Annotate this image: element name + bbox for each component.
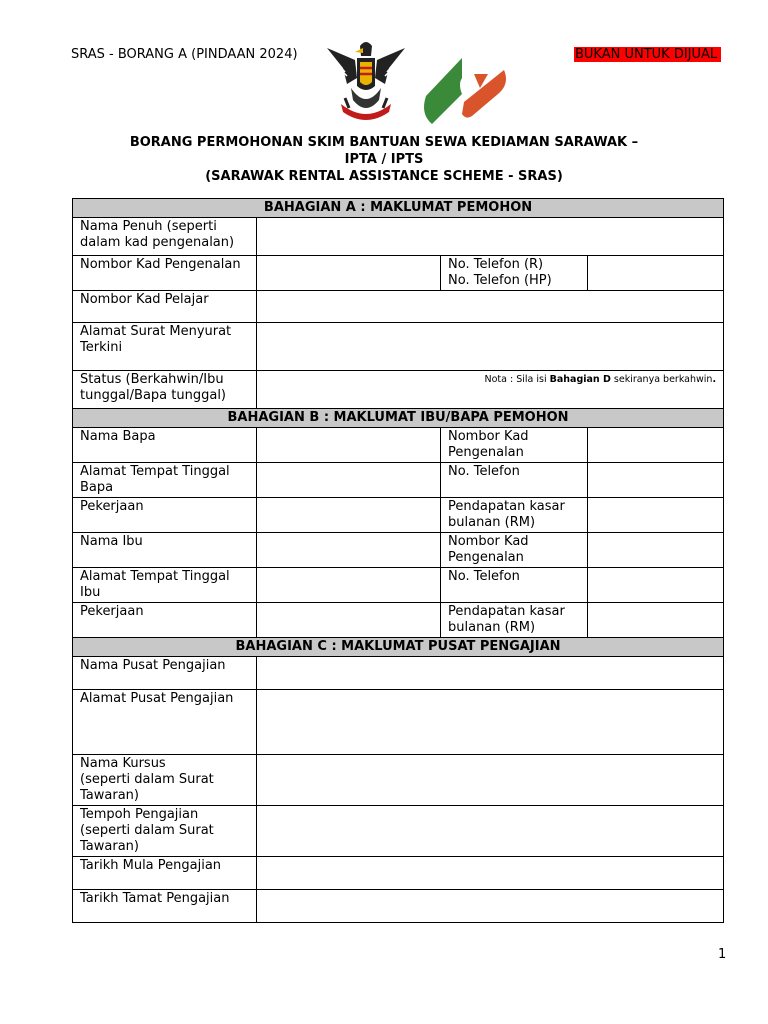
nama-kursus-field[interactable] bbox=[257, 755, 724, 806]
alamat-field[interactable] bbox=[257, 323, 724, 371]
label-tarikh-mula: Tarikh Mula Pengajian bbox=[73, 857, 257, 890]
status-field[interactable] bbox=[257, 371, 724, 409]
kp-bapa-field[interactable] bbox=[588, 428, 724, 463]
label-kp-ibu: Nombor Kad Pengenalan bbox=[441, 533, 588, 568]
sarawak-coat-of-arms-icon bbox=[325, 38, 407, 122]
pendapatan-bapa-field[interactable] bbox=[588, 498, 724, 533]
label-pendapatan-bapa: Pendapatan kasar bulanan (RM) bbox=[441, 498, 588, 533]
label-alamat-pusat: Alamat Pusat Pengajian bbox=[73, 690, 257, 755]
telefon-ibu-field[interactable] bbox=[588, 568, 724, 603]
label-alamat-ibu: Alamat Tempat Tinggal Ibu bbox=[73, 568, 257, 603]
label-nombor-kp: Nombor Kad Pengenalan bbox=[73, 256, 257, 291]
tempoh-field[interactable] bbox=[257, 806, 724, 857]
label-pekerjaan-bapa: Pekerjaan bbox=[73, 498, 257, 533]
label-telefon bbox=[441, 256, 588, 291]
nama-penuh-field[interactable] bbox=[257, 218, 724, 256]
nota-end: . bbox=[712, 374, 717, 385]
label-nama-kursus-line-1: Nama Kursus bbox=[80, 756, 166, 771]
form-code: SRAS - BORANG A (PINDAAN 2024) bbox=[71, 47, 298, 62]
alamat-pusat-field[interactable] bbox=[257, 690, 724, 755]
telefon-field[interactable] bbox=[588, 256, 724, 291]
nota-bahagian-d: Bahagian D bbox=[549, 374, 611, 385]
label-pendapatan-ibu: Pendapatan kasar bulanan (RM) bbox=[441, 603, 588, 638]
label-nama-bapa: Nama Bapa bbox=[73, 428, 257, 463]
label-nombor-pelajar: Nombor Kad Pelajar bbox=[73, 291, 257, 323]
form-title bbox=[0, 134, 768, 185]
pekerjaan-bapa-field[interactable] bbox=[257, 498, 441, 533]
nombor-kp-field[interactable] bbox=[257, 256, 441, 291]
label-alamat-bapa: Alamat Tempat Tinggal Bapa bbox=[73, 463, 257, 498]
alamat-ibu-field[interactable] bbox=[257, 568, 441, 603]
label-status: Status (Berkahwin/Ibu tunggal/Bapa tunggal) bbox=[73, 371, 257, 409]
nota-prefix: Nota : Sila isi bbox=[484, 374, 550, 385]
label-telefon-hp: No. Telefon (HP) bbox=[448, 273, 552, 288]
telefon-bapa-field[interactable] bbox=[588, 463, 724, 498]
label-nama-pusat: Nama Pusat Pengajian bbox=[73, 657, 257, 690]
label-tempoh bbox=[73, 806, 257, 857]
kp-ibu-field[interactable] bbox=[588, 533, 724, 568]
nombor-pelajar-field[interactable] bbox=[257, 291, 724, 323]
label-nama-kursus-line-2: (seperti dalam Surat Tawaran) bbox=[80, 772, 214, 803]
section-b-heading: BAHAGIAN B : MAKLUMAT IBU/BAPA PEMOHON bbox=[73, 409, 724, 428]
nota-suffix: sekiranya berkahwin bbox=[610, 374, 713, 385]
label-nama-kursus bbox=[73, 755, 257, 806]
pekerjaan-ibu-field[interactable] bbox=[257, 603, 441, 638]
label-telefon-r: No. Telefon (R) bbox=[448, 257, 544, 272]
label-tarikh-tamat: Tarikh Tamat Pengajian bbox=[73, 890, 257, 923]
label-nama-ibu: Nama Ibu bbox=[73, 533, 257, 568]
nama-pusat-field[interactable] bbox=[257, 657, 724, 690]
label-pekerjaan-ibu: Pekerjaan bbox=[73, 603, 257, 638]
label-alamat: Alamat Surat Menyurat Terkini bbox=[73, 323, 257, 371]
form-title-line-2: IPTA / IPTS bbox=[344, 152, 424, 167]
section-a-heading: BAHAGIAN A : MAKLUMAT PEMOHON bbox=[73, 199, 724, 218]
nama-bapa-field[interactable] bbox=[257, 428, 441, 463]
form-title-line-1: BORANG PERMOHONAN SKIM BANTUAN SEWA KEDIAMAN SARAWAK – bbox=[129, 135, 639, 150]
form-title-line-3: (SARAWAK RENTAL ASSISTANCE SCHEME - SRAS) bbox=[205, 169, 563, 184]
agency-logo-icon bbox=[418, 44, 512, 134]
page-number: 1 bbox=[718, 947, 727, 962]
nama-ibu-field[interactable] bbox=[257, 533, 441, 568]
label-nama-penuh: Nama Penuh (seperti dalam kad pengenalan) bbox=[73, 218, 257, 256]
application-form-table bbox=[72, 198, 724, 923]
label-tempoh-line-2: (seperti dalam Surat Tawaran) bbox=[80, 823, 214, 854]
logo-green-shape bbox=[424, 58, 462, 124]
tarikh-tamat-field[interactable] bbox=[257, 890, 724, 923]
section-c-heading: BAHAGIAN C : MAKLUMAT PUSAT PENGAJIAN bbox=[73, 638, 724, 657]
tarikh-mula-field[interactable] bbox=[257, 857, 724, 890]
label-telefon-bapa: No. Telefon bbox=[441, 463, 588, 498]
pendapatan-ibu-field[interactable] bbox=[588, 603, 724, 638]
alamat-bapa-field[interactable] bbox=[257, 463, 441, 498]
not-for-sale-label: BUKAN UNTUK DIJUAL bbox=[574, 47, 721, 62]
label-telefon-ibu: No. Telefon bbox=[441, 568, 588, 603]
label-kp-bapa: Nombor Kad Pengenalan bbox=[441, 428, 588, 463]
label-tempoh-line-1: Tempoh Pengajian bbox=[80, 807, 199, 822]
